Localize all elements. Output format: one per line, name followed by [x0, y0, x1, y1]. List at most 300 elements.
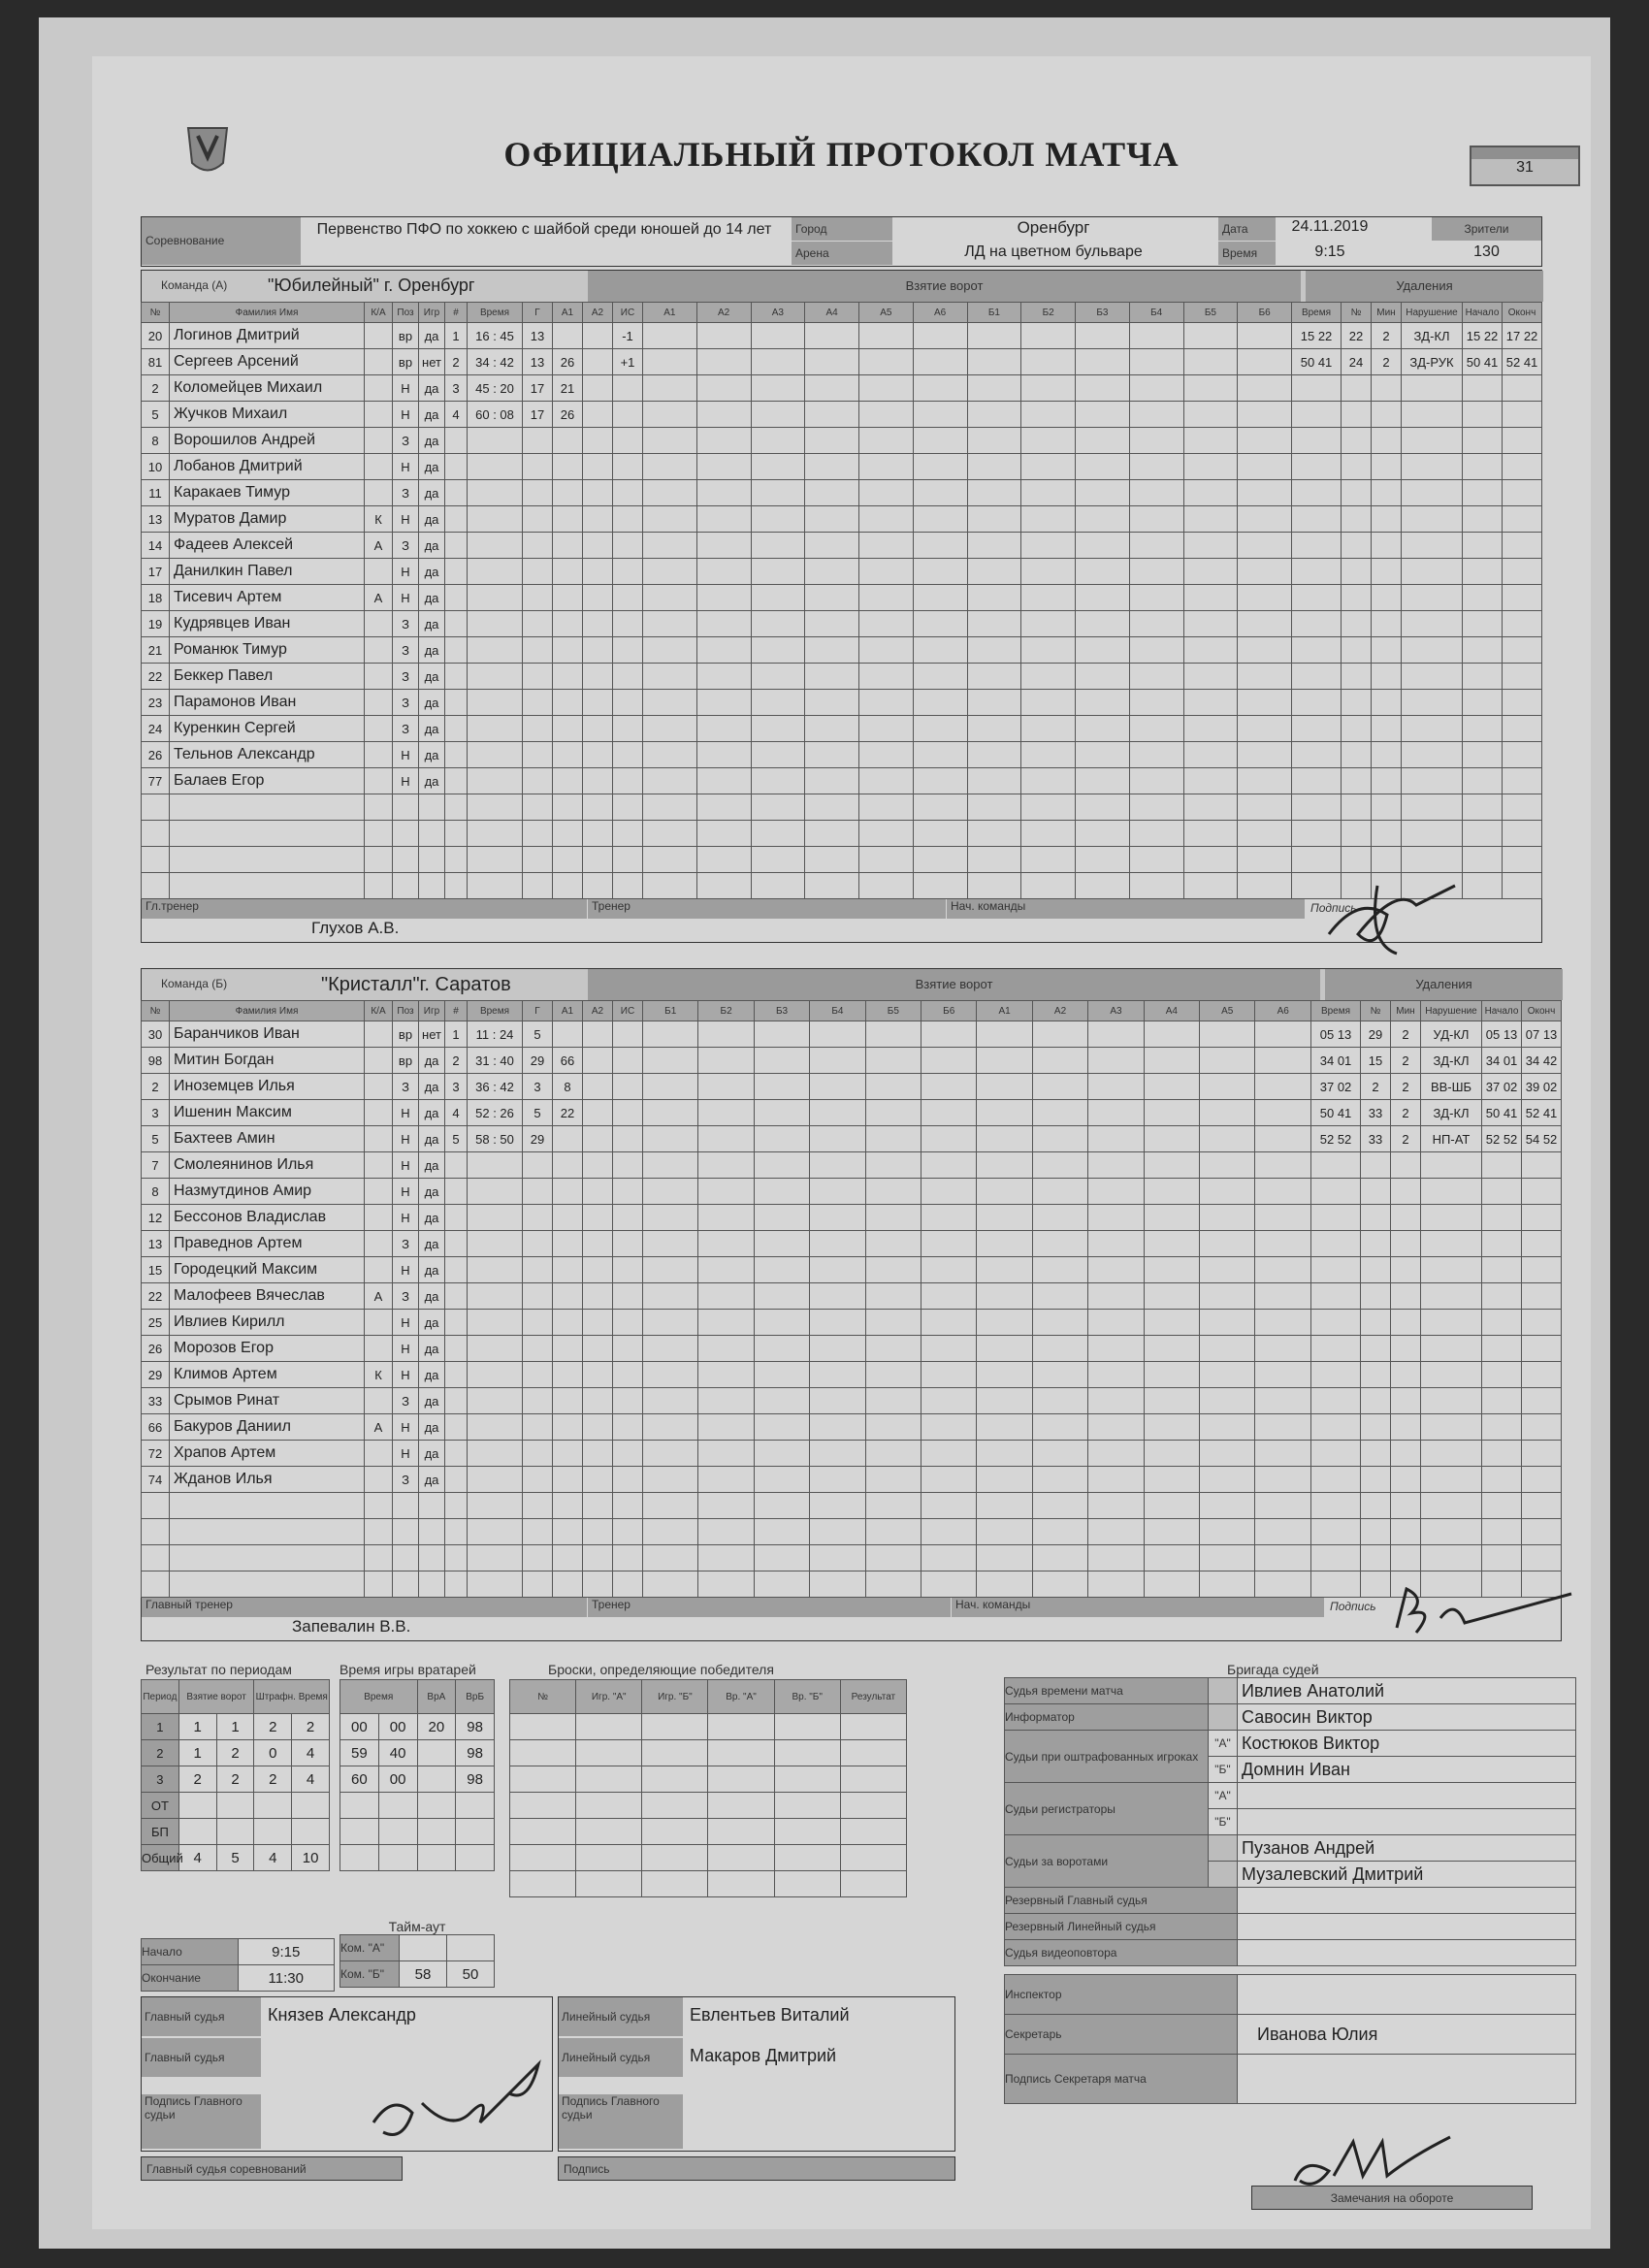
team_a-empty-cell	[583, 637, 613, 664]
team_b-empty-cell	[613, 1310, 643, 1336]
team_a-onice-cell	[1183, 402, 1238, 428]
team_a-goal-is	[613, 375, 643, 402]
team_b-onice-cell	[1088, 1100, 1144, 1126]
team_b-empty-cell	[1311, 1231, 1361, 1257]
team_a-player-ka	[365, 323, 393, 349]
team_b-pen-min: 2	[1391, 1126, 1421, 1152]
team_b-empty-cell	[1361, 1467, 1391, 1493]
table-row	[340, 1714, 495, 1740]
team_b-header-num: №	[142, 1001, 170, 1021]
team_b-onice-cell	[1088, 1152, 1144, 1179]
team_b-onice-cell	[1144, 1048, 1199, 1074]
team_a-onice-cell	[1076, 768, 1130, 794]
team_b-player-name: Смолеянинов Илья	[170, 1152, 365, 1179]
team_a-onice-cell	[1129, 480, 1183, 506]
team_a-empty-cell	[523, 611, 553, 637]
team_a-onice-cell	[1238, 533, 1292, 559]
team_b-onice-cell	[977, 1231, 1032, 1257]
team_a-empty-cell	[613, 873, 643, 899]
team_b-empty-cell	[393, 1571, 419, 1598]
team_b-pen-e1: 54	[1525, 1131, 1540, 1147]
team_b-header-onice-11: А6	[1255, 1001, 1311, 1021]
team_a-empty-cell	[1342, 690, 1372, 716]
team_b-empty-cell	[1482, 1414, 1522, 1441]
team_a-pen-start	[1463, 323, 1503, 349]
arena-value: ЛД на цветном бульваре	[964, 243, 1143, 260]
team_b-player-name: Жданов Илья	[170, 1467, 365, 1493]
team_a-player-play: да	[419, 402, 445, 428]
team_b-empty-cell	[1311, 1362, 1361, 1388]
team_a-onice-cell	[967, 506, 1021, 533]
team_a-empty-cell	[1342, 847, 1372, 873]
table-row	[142, 768, 1542, 794]
team_a-empty-cell	[1292, 768, 1342, 794]
table-row	[142, 690, 1542, 716]
team_a-empty-cell	[1372, 585, 1402, 611]
team_b-onice-cell	[698, 1336, 754, 1362]
team_b-onice-cell	[1200, 1021, 1255, 1048]
team_b-player-ka	[365, 1126, 393, 1152]
team_a-onice-cell	[751, 821, 805, 847]
team_a-goal-a1	[553, 323, 583, 349]
team_a-onice-cell	[1129, 794, 1183, 821]
period-name: 1	[142, 1714, 179, 1740]
team_b-empty-cell	[142, 1493, 170, 1519]
team_a-empty-cell	[445, 742, 468, 768]
team_b-goal-time: 36 : 42	[468, 1074, 523, 1100]
team_b-pen-e2: 02	[1542, 1079, 1558, 1094]
team_a-onice-cell	[859, 637, 914, 664]
team_a-player-ka	[365, 690, 393, 716]
team_a-pen-mm: 15	[1300, 328, 1315, 343]
team_b-empty-cell	[445, 1283, 468, 1310]
team_b-empty-cell	[1522, 1362, 1562, 1388]
team_a-onice-cell	[1183, 454, 1238, 480]
team_a-onice-cell	[805, 454, 859, 480]
team_a-onice-cell	[643, 559, 697, 585]
team_b-empty-cell	[553, 1257, 583, 1283]
team_a-empty-cell	[1463, 585, 1503, 611]
team_a-onice-cell	[967, 428, 1021, 454]
team_a-onice-cell	[805, 375, 859, 402]
team_a-onice-cell	[1129, 375, 1183, 402]
shootout-cell	[708, 1793, 774, 1819]
team_a-empty-cell	[1503, 768, 1542, 794]
team_b-pen-mm: 37	[1319, 1079, 1335, 1094]
goalies-header-b: ВрБ	[456, 1680, 495, 1714]
team_a-player-pos: вр	[393, 323, 419, 349]
team_a-goal-a1: 26	[553, 349, 583, 375]
team_b-onice-cell	[810, 1021, 865, 1048]
team_a-empty-cell	[170, 821, 365, 847]
team_a-empty-cell	[553, 742, 583, 768]
team_b-empty-cell	[523, 1152, 553, 1179]
team_a-empty-cell	[553, 428, 583, 454]
team_b-empty-cell	[583, 1571, 613, 1598]
team_b-onice-cell	[1144, 1545, 1199, 1571]
shootout-cell	[642, 1740, 708, 1766]
team_b-empty-cell	[1311, 1388, 1361, 1414]
time-value: 9:15	[1314, 243, 1345, 260]
team_b-onice-cell	[922, 1493, 977, 1519]
team_a-onice-cell	[1183, 480, 1238, 506]
team_a-empty-cell	[445, 664, 468, 690]
team_a-empty-cell	[1402, 768, 1463, 794]
team_b-onice-cell	[1200, 1571, 1255, 1598]
team_a-onice-cell	[805, 428, 859, 454]
team_a-onice-cell	[751, 742, 805, 768]
team_a-onice-cell	[913, 480, 967, 506]
team_b-player-num: 22	[142, 1283, 170, 1310]
table-row	[510, 1871, 907, 1897]
team_a-player-play: да	[419, 533, 445, 559]
team_b-onice-cell	[1032, 1100, 1087, 1126]
team_b-onice-cell	[977, 1126, 1032, 1152]
table-row	[142, 637, 1542, 664]
start-end-block	[141, 1938, 335, 1992]
goalies-block	[340, 1662, 495, 1871]
team-b-name: "Кристалл"г. Саратов	[321, 974, 511, 995]
team_b-onice-cell	[865, 1100, 921, 1126]
team_a-onice-cell	[1129, 716, 1183, 742]
team_b-empty-cell	[1522, 1231, 1562, 1257]
team_a-player-play: да	[419, 611, 445, 637]
team_b-empty-cell	[468, 1493, 523, 1519]
end-value: 11:30	[238, 1965, 335, 1992]
table-row	[142, 1441, 1562, 1467]
team_b-onice-cell	[1200, 1074, 1255, 1100]
team_b-onice-cell	[1088, 1571, 1144, 1598]
team_b-onice-cell	[1255, 1414, 1311, 1441]
team_a-onice-cell	[859, 506, 914, 533]
team_b-empty-cell	[1311, 1467, 1361, 1493]
goalies-table	[340, 1679, 495, 1871]
team_a-onice-cell	[1076, 402, 1130, 428]
team_a-empty-cell	[1292, 533, 1342, 559]
team_b-empty-cell	[1361, 1205, 1391, 1231]
team_a-onice-cell	[805, 402, 859, 428]
team_a-header-onice-3: А4	[805, 303, 859, 323]
team_b-empty-cell	[1361, 1441, 1391, 1467]
team_a-onice-cell	[1183, 742, 1238, 768]
team_a-empty-cell	[1372, 742, 1402, 768]
team_b-onice-cell	[810, 1388, 865, 1414]
team_a-player-num: 19	[142, 611, 170, 637]
reg-a-tag: "А"	[1209, 1783, 1238, 1809]
team_a-empty-cell	[393, 873, 419, 899]
period-a: 4	[178, 1845, 216, 1871]
team_b-empty-cell	[445, 1231, 468, 1257]
shootout-cell	[642, 1819, 708, 1845]
team_a-player-play: да	[419, 375, 445, 402]
team_b-player-ka	[365, 1310, 393, 1336]
team_b-onice-cell	[810, 1571, 865, 1598]
timeout-b-label: Ком. "Б"	[340, 1961, 400, 1988]
team_a-player-name: Коломейцев Михаил	[170, 375, 365, 402]
team_a-onice-cell	[1129, 428, 1183, 454]
team_a-onice-cell	[1129, 349, 1183, 375]
team_b-onice-cell	[810, 1152, 865, 1179]
team_b-player-play: да	[419, 1205, 445, 1231]
team_b-empty-cell	[468, 1336, 523, 1362]
team_b-onice-cell	[1144, 1310, 1199, 1336]
team_b-goal-a1	[553, 1126, 583, 1152]
team_a-onice-cell	[1238, 611, 1292, 637]
table-row	[142, 716, 1542, 742]
team_a-onice-cell	[1183, 611, 1238, 637]
team_b-player-play: да	[419, 1362, 445, 1388]
team_a-onice-cell	[859, 375, 914, 402]
team_a-player-pos: Н	[393, 375, 419, 402]
team_b-empty-cell	[1421, 1257, 1482, 1283]
team_b-onice-cell	[1255, 1074, 1311, 1100]
team_a-empty-cell	[1402, 637, 1463, 664]
team_b-empty-cell	[1482, 1519, 1522, 1545]
team_a-header-g_num: #	[445, 303, 468, 323]
team_b-empty-cell	[1391, 1310, 1421, 1336]
team_a-onice-cell	[805, 349, 859, 375]
team_a-empty-cell	[523, 742, 553, 768]
period-b: 5	[216, 1845, 254, 1871]
shootout-cell	[510, 1740, 576, 1766]
team_a-onice-cell	[751, 428, 805, 454]
team-b-table	[141, 1000, 1562, 1598]
reserve-line-label: Резервный Линейный судья	[1005, 1914, 1238, 1940]
team_a-empty-cell	[1372, 716, 1402, 742]
team_a-onice-cell	[967, 664, 1021, 690]
team_b-empty-cell	[1361, 1257, 1391, 1283]
team_b-empty-cell	[1482, 1283, 1522, 1310]
period-b	[216, 1793, 254, 1819]
team_b-empty-cell	[1361, 1310, 1391, 1336]
team_a-player-num: 17	[142, 559, 170, 585]
team_a-onice-cell	[643, 821, 697, 847]
team_b-player-name: Бахтеев Амин	[170, 1126, 365, 1152]
team_b-onice-cell	[698, 1257, 754, 1283]
team_b-onice-cell	[1032, 1336, 1087, 1362]
team_a-onice-cell	[1129, 664, 1183, 690]
team_a-player-num: 26	[142, 742, 170, 768]
team_b-player-name: Морозов Егор	[170, 1336, 365, 1362]
period-pa: 2	[254, 1714, 292, 1740]
team_b-empty-cell	[613, 1152, 643, 1179]
team_a-empty-cell	[1372, 402, 1402, 428]
team_a-empty-cell	[583, 664, 613, 690]
team_b-pen-e2: 52	[1542, 1131, 1558, 1147]
team_a-empty-cell	[1342, 454, 1372, 480]
team_b-player-pos: вр	[393, 1048, 419, 1074]
goalie-a: 20	[417, 1714, 456, 1740]
team_b-header-g: Г	[523, 1001, 553, 1021]
team_b-empty-cell	[468, 1545, 523, 1571]
table-row	[142, 1310, 1562, 1336]
team_a-empty-cell	[1342, 585, 1372, 611]
team_a-onice-cell	[1076, 794, 1130, 821]
team_b-player-num: 13	[142, 1231, 170, 1257]
main-referee-signature-icon	[364, 2055, 558, 2152]
team-b-signature-icon	[1387, 1579, 1581, 1647]
shootout-cell	[774, 1845, 840, 1871]
team_a-onice-cell	[696, 454, 751, 480]
team_a-onice-cell	[751, 873, 805, 899]
team_a-empty-cell	[468, 664, 523, 690]
team_b-goal-a1: 66	[553, 1048, 583, 1074]
team_a-onice-cell	[1183, 506, 1238, 533]
team_b-empty-cell	[583, 1467, 613, 1493]
team_a-empty-cell	[445, 454, 468, 480]
team_b-onice-cell	[1200, 1493, 1255, 1519]
team_a-onice-cell	[1129, 506, 1183, 533]
secretary-signature-icon	[1285, 2127, 1460, 2195]
team_b-empty-cell	[583, 1545, 613, 1571]
team_b-player-pos: Н	[393, 1152, 419, 1179]
team_b-onice-cell	[754, 1074, 809, 1100]
team_b-empty-cell	[468, 1571, 523, 1598]
team_a-onice-cell	[1238, 768, 1292, 794]
team_a-empty-cell	[1372, 454, 1402, 480]
team_b-onice-cell	[643, 1310, 698, 1336]
team_b-empty-cell	[1391, 1414, 1421, 1441]
team_a-onice-cell	[751, 533, 805, 559]
team_b-onice-cell	[922, 1571, 977, 1598]
team_b-player-play: да	[419, 1414, 445, 1441]
table-row	[142, 1519, 1562, 1545]
team_b-pen-ss: 13	[1337, 1026, 1352, 1042]
team_b-empty-cell	[613, 1205, 643, 1231]
team_a-empty-cell	[583, 559, 613, 585]
team_a-empty-cell	[1402, 533, 1463, 559]
team_a-onice-cell	[696, 716, 751, 742]
team-b-section	[141, 968, 1562, 1641]
team_a-empty-cell	[613, 821, 643, 847]
team_b-empty-cell	[553, 1336, 583, 1362]
team_a-onice-cell	[805, 533, 859, 559]
team_b-player-pos: Н	[393, 1310, 419, 1336]
team_a-empty-cell	[445, 585, 468, 611]
team_a-empty-cell	[613, 742, 643, 768]
team_a-empty-cell	[1342, 506, 1372, 533]
reserve-main-label: Резервный Главный судья	[1005, 1888, 1238, 1914]
team_a-header-onice-9: Б4	[1129, 303, 1183, 323]
team_a-onice-cell	[805, 690, 859, 716]
team_b-onice-cell	[1255, 1205, 1311, 1231]
team_a-onice-cell	[751, 323, 805, 349]
team_a-onice-cell	[696, 402, 751, 428]
team_b-onice-cell	[643, 1126, 698, 1152]
team_a-player-play: да	[419, 742, 445, 768]
team_a-onice-cell	[751, 611, 805, 637]
team_a-onice-cell	[1183, 533, 1238, 559]
team_b-goal-n: 2	[445, 1048, 468, 1074]
shootout-cell	[774, 1871, 840, 1897]
team_b-onice-cell	[977, 1283, 1032, 1310]
shootout-header: Результат	[840, 1680, 906, 1714]
team_a-empty-cell	[1402, 506, 1463, 533]
team_b-header-onice-5: Б6	[922, 1001, 977, 1021]
team_b-onice-cell	[643, 1362, 698, 1388]
team_b-empty-cell	[468, 1519, 523, 1545]
team_a-onice-cell	[1076, 847, 1130, 873]
team_a-empty-cell	[1342, 716, 1372, 742]
team_a-onice-cell	[751, 402, 805, 428]
team_a-goal-mm: 16	[475, 328, 490, 343]
team_a-empty-cell	[553, 821, 583, 847]
team_b-pen-s1: 34	[1485, 1053, 1501, 1068]
team_b-empty-cell	[468, 1283, 523, 1310]
team_a-empty-cell	[1292, 375, 1342, 402]
team_b-empty-cell	[613, 1467, 643, 1493]
team_b-pen-start	[1482, 1126, 1522, 1152]
team_a-player-num: 23	[142, 690, 170, 716]
team_b-onice-cell	[1255, 1467, 1311, 1493]
team_a-onice-cell	[913, 506, 967, 533]
team_b-pen-end	[1522, 1126, 1562, 1152]
team_b-empty-cell	[445, 1336, 468, 1362]
team_b-pen-min: 2	[1391, 1100, 1421, 1126]
team_b-empty-cell	[1311, 1179, 1361, 1205]
team_a-onice-cell	[1129, 454, 1183, 480]
team_b-header-ka: К/А	[365, 1001, 393, 1021]
team_b-empty-cell	[1522, 1205, 1562, 1231]
team_b-player-num: 29	[142, 1362, 170, 1388]
team_b-pen-time	[1311, 1021, 1361, 1048]
team_a-empty-cell	[583, 611, 613, 637]
table-row	[510, 1793, 907, 1819]
team_b-empty-cell	[523, 1388, 553, 1414]
team_a-onice-cell	[1129, 323, 1183, 349]
team_a-empty-cell	[419, 847, 445, 873]
team_b-empty-cell	[365, 1493, 393, 1519]
team_a-player-num: 10	[142, 454, 170, 480]
team_b-pen-min: 2	[1391, 1021, 1421, 1048]
team_a-onice-cell	[1183, 664, 1238, 690]
team_b-empty-cell	[523, 1283, 553, 1310]
team_a-player-ka	[365, 375, 393, 402]
team_b-empty-cell	[393, 1493, 419, 1519]
team_a-player-play: да	[419, 428, 445, 454]
team_a-pen-time	[1292, 349, 1342, 375]
team_b-pen-s2: 01	[1503, 1053, 1518, 1068]
team_a-empty-cell	[1463, 637, 1503, 664]
team_a-onice-cell	[859, 611, 914, 637]
team_b-onice-cell	[754, 1231, 809, 1257]
team_a-onice-cell	[913, 690, 967, 716]
team_b-onice-cell	[1200, 1100, 1255, 1126]
team_b-onice-cell	[643, 1048, 698, 1074]
team_b-empty-cell	[553, 1283, 583, 1310]
team_b-empty-cell	[445, 1571, 468, 1598]
team_a-empty-cell	[1292, 480, 1342, 506]
team_b-empty-cell	[170, 1545, 365, 1571]
team_a-player-pos: Н	[393, 742, 419, 768]
team_a-goal-g: 13	[523, 323, 553, 349]
team_a-onice-cell	[1129, 742, 1183, 768]
team_a-onice-cell	[1238, 873, 1292, 899]
team_b-header-onice-4: Б5	[865, 1001, 921, 1021]
team_b-empty-cell	[583, 1310, 613, 1336]
team_b-empty-cell	[1361, 1179, 1391, 1205]
team_a-player-play: да	[419, 637, 445, 664]
team_b-pen-viol: УД-КЛ	[1421, 1021, 1482, 1048]
team_a-onice-cell	[751, 480, 805, 506]
team_b-pen-viol: ВВ-ШБ	[1421, 1074, 1482, 1100]
team_b-empty-cell	[1311, 1545, 1361, 1571]
team_a-empty-cell	[583, 428, 613, 454]
team_b-player-pos: Н	[393, 1362, 419, 1388]
team_b-player-play: да	[419, 1336, 445, 1362]
team_b-player-play: да	[419, 1179, 445, 1205]
team_a-empty-cell	[1503, 585, 1542, 611]
